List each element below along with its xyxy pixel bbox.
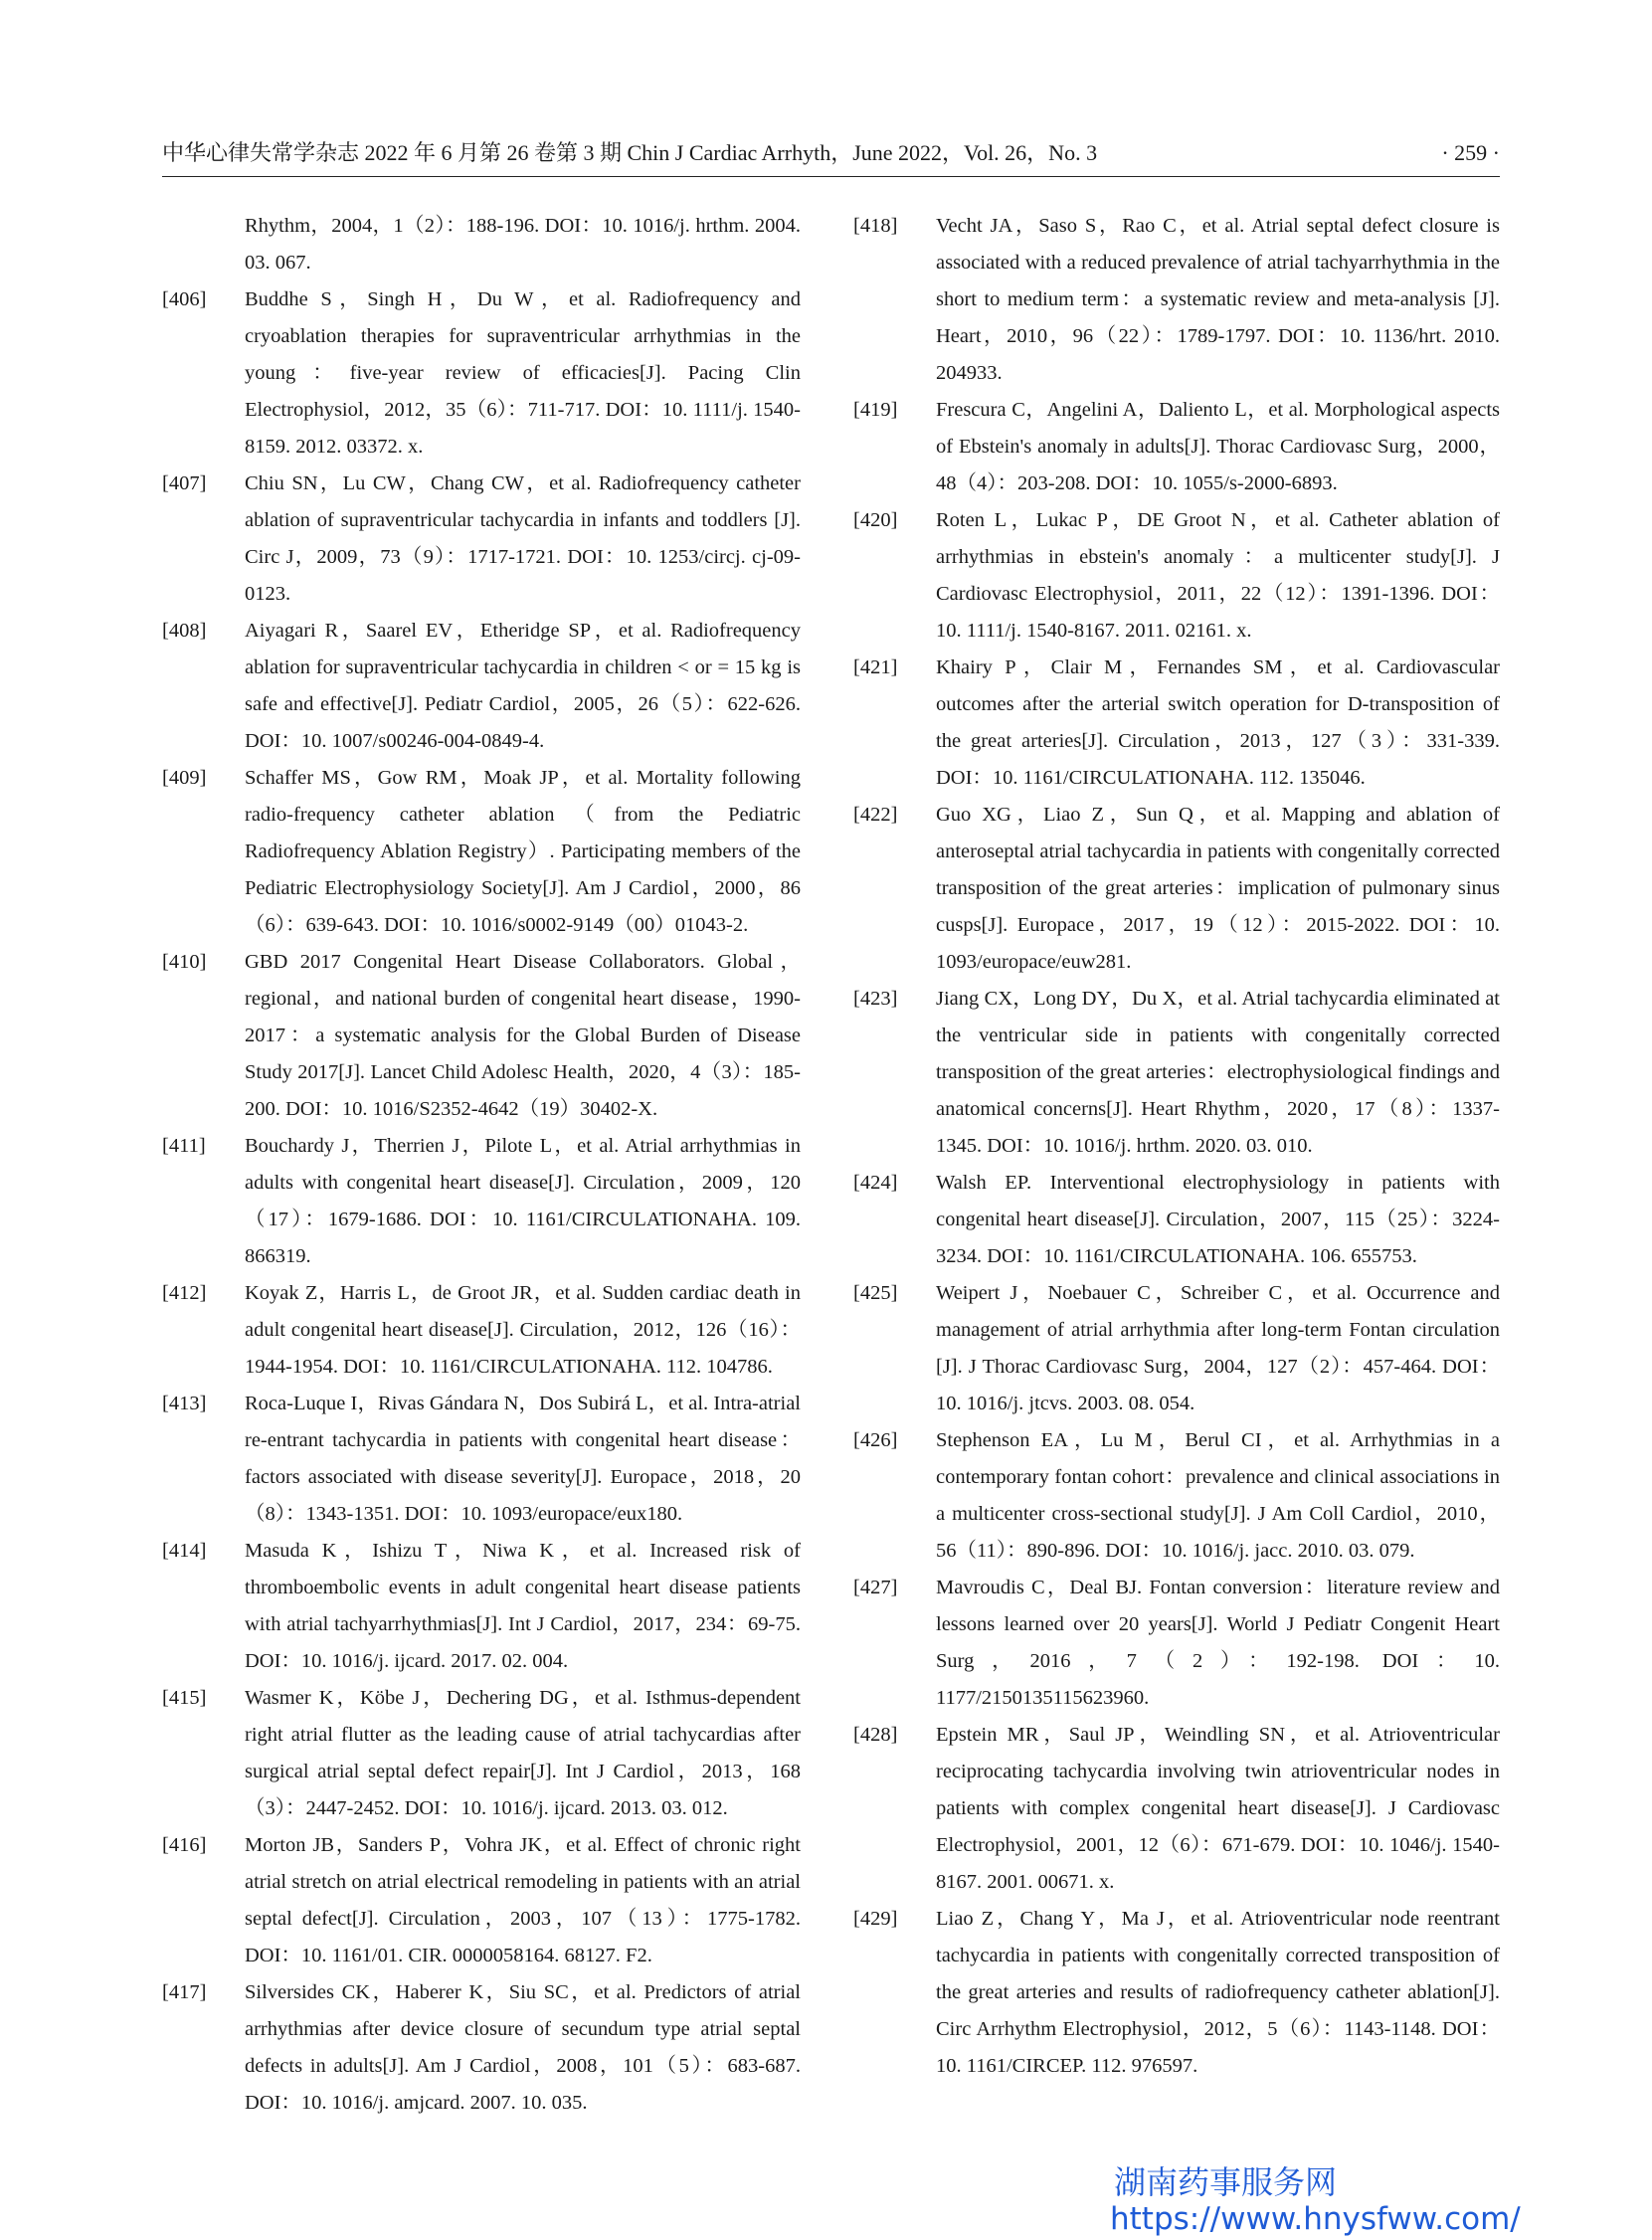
reference-text: Buddhe S，Singh H，Du W，et al. Radiofrequency and cryoablation therapies for supraventricular arrhythmias in the young：five-year review of efficacies[J]. Pacing Clin Electrophysiol，2012，35（6）：711-717. DOI：10. 1111/j. 1540-8159. 2012. 03372. x. — [245, 288, 801, 458]
reference-text: Frescura C，Angelini A，Daliento L，et al. Morphological aspects of Ebstein's anomaly in adults[J]. Thorac Cardiovasc Surg，2000，48（4）：203-208. DOI：10. 1055/s-2000-6893. — [936, 399, 1500, 494]
reference-text: Koyak Z，Harris L，de Groot JR，et al. Sudden cardiac death in adult congenital heart disease[J]. Circulation，2012，126（16）：1944-1954. DOI：10. 1161/CIRCULATIONAHA. 112. 104786. — [245, 1282, 801, 1378]
reference-item — [162, 281, 801, 466]
reference-item — [162, 1680, 801, 1827]
reference-number: [423] — [853, 988, 898, 1010]
reference-item — [853, 650, 1500, 797]
reference-text: Jiang CX，Long DY，Du X，et al. Atrial tachycardia eliminated at the ventricular side in patients with congenitally corrected transposition of the great arteries：electrophysiological findings and anatomical concerns[J]. Heart Rhythm，2020，17（8）：1337-1345. DOI：10. 1016/j. hrthm. 2020. 03. 010. — [936, 988, 1500, 1157]
reference-item — [162, 1827, 801, 1974]
reference-number: [409] — [162, 767, 207, 789]
reference-item — [853, 1901, 1500, 2085]
reference-number: [410] — [162, 951, 207, 973]
reference-text: Khairy P，Clair M，Fernandes SM，et al. Cardiovascular outcomes after the arterial switch operation for D-transposition of the great arteries[J]. Circulation，2013，127（3）：331-339. DOI：10. 1161/CIRCULATIONAHA. 112. 135046. — [936, 656, 1500, 789]
reference-item — [162, 944, 801, 1128]
reference-number: [415] — [162, 1687, 207, 1709]
reference-text: Schaffer MS，Gow RM，Moak JP，et al. Mortality following radio-frequency catheter ablation（from the Pediatric Radiofrequency Ablation Registry）. Participating members of the Pediatric Electrophysiology Society[J]. Am J Cardiol，2000，86（6）：639-643. DOI：10. 1016/s0002-9149（00）01043-2. — [245, 767, 801, 936]
reference-item — [853, 981, 1500, 1165]
reference-text: Aiyagari R，Saarel EV，Etheridge SP，et al. Radiofrequency ablation for supraventricular tachycardia in children < or = 15 kg is safe and effective[J]. Pediatr Cardiol，2005，26（5）：622-626. DOI：10. 1007/s00246-004-0849-4. — [245, 620, 801, 752]
reference-text: Epstein MR，Saul JP，Weindling SN，et al. Atrioventricular reciprocating tachycardia involving twin atrioventricular nodes in patients with complex congenital heart disease[J]. J Cardiovasc Electrophysiol，2001，12（6）：671-679. DOI：10. 1046/j. 1540-8167. 2001. 00671. x. — [936, 1724, 1500, 1893]
reference-item — [853, 1165, 1500, 1275]
reference-item — [162, 1275, 801, 1386]
reference-column-left — [162, 208, 801, 2122]
reference-number: [425] — [853, 1282, 898, 1304]
reference-text: Roten L，Lukac P，DE Groot N，et al. Catheter ablation of arrhythmias in ebstein's anomaly：a multicenter study[J]. J Cardiovasc Electrophysiol，2011，22（12）：1391-1396. DOI：10. 1111/j. 1540-8167. 2011. 02161. x. — [936, 509, 1500, 642]
reference-number: [416] — [162, 1834, 207, 1856]
reference-item — [853, 1717, 1500, 1901]
reference-number: [408] — [162, 620, 207, 642]
running-header — [162, 135, 1500, 171]
reference-item — [162, 466, 801, 613]
reference-item — [853, 502, 1500, 650]
reference-number: [428] — [853, 1724, 898, 1746]
reference-text: Bouchardy J，Therrien J，Pilote L，et al. Atrial arrhythmias in adults with congenital heart disease[J]. Circulation，2009，120（17）：1679-1686. DOI：10. 1161/CIRCULATIONAHA. 109. 866319. — [245, 1135, 801, 1267]
reference-item — [162, 1128, 801, 1275]
reference-number: [412] — [162, 1282, 207, 1304]
watermark-site-name: 湖南药事服务网 — [1114, 2163, 1338, 2201]
reference-text: Masuda K，Ishizu T，Niwa K，et al. Increased risk of thromboembolic events in adult congenital heart disease patients with atrial tachyarrhythmias[J]. Int J Cardiol，2017，234：69-75. DOI：10. 1016/j. ijcard. 2017. 02. 004. — [245, 1540, 801, 1672]
reference-text: Weipert J，Noebauer C，Schreiber C，et al. Occurrence and management of atrial arrhythmia after long-term Fontan circulation [J]. J Thorac Cardiovasc Surg，2004，127（2）：457-464. DOI：10. 1016/j. jtcvs. 2003. 08. 054. — [936, 1282, 1500, 1414]
reference-text: Roca-Luque I，Rivas Gándara N，Dos Subirá L，et al. Intra-atrial re-entrant tachycardia in patients with congenital heart disease：factors associated with disease severity[J]. Europace，2018，20（8）：1343-1351. DOI：10. 1093/europace/eux180. — [245, 1393, 801, 1525]
site-watermark — [1110, 2163, 1532, 2237]
reference-number: [422] — [853, 804, 898, 826]
reference-item — [853, 797, 1500, 981]
reference-text: Silversides CK，Haberer K，Siu SC，et al. Predictors of atrial arrhythmias after device closure of secundum type atrial septal defects in adults[J]. Am J Cardiol，2008，101（5）：683-687. DOI：10. 1016/j. amjcard. 2007. 10. 035. — [245, 1981, 801, 2114]
reference-text: Vecht JA，Saso S，Rao C，et al. Atrial septal defect closure is associated with a reduced prevalence of atrial tachyarrhythmia in the short to medium term：a systematic review and meta-analysis [J]. Heart，2010，96（22）：1789-1797. DOI：10. 1136/hrt. 2010. 204933. — [936, 215, 1500, 384]
reference-item — [162, 1386, 801, 1533]
reference-number: [411] — [162, 1135, 206, 1157]
reference-number: [418] — [853, 215, 898, 237]
reference-item — [162, 613, 801, 760]
reference-column-right — [853, 208, 1500, 2085]
reference-continuation: Rhythm，2004，1（2）：188-196. DOI：10. 1016/j. hrthm. 2004. 03. 067. — [245, 215, 801, 274]
journal-citation-line: 中华心律失常学杂志 2022 年 6 月第 26 卷第 3 期 Chin J Cardiac Arrhyth，June 2022，Vol. 26，No. 3 — [162, 140, 1098, 165]
reference-text: Chiu SN，Lu CW，Chang CW，et al. Radiofrequency catheter ablation of supraventricular tachycardia in infants and toddlers [J]. Circ J，2009，73（9）：1717-1721. DOI：10. 1253/circj. cj-09-0123. — [245, 472, 801, 605]
reference-number: [419] — [853, 399, 898, 421]
reference-number: [407] — [162, 472, 207, 494]
reference-number: [420] — [853, 509, 898, 531]
reference-text: Walsh EP. Interventional electrophysiology in patients with congenital heart disease[J]. Circulation，2007，115（25）：3224-3234. DOI：10. 1161/CIRCULATIONAHA. 106. 655753. — [936, 1172, 1500, 1267]
reference-number: [406] — [162, 288, 207, 310]
reference-text: Stephenson EA，Lu M，Berul CI，et al. Arrhythmias in a contemporary fontan cohort：prevalence and clinical associations in a multicenter cross-sectional study[J]. J Am Coll Cardiol，2010，56（11）：890-896. DOI：10. 1016/j. jacc. 2010. 03. 079. — [936, 1429, 1500, 1562]
reference-text: Liao Z，Chang Y，Ma J，et al. Atrioventricular node reentrant tachycardia in patients with congenitally corrected transposition of the great arteries and results of radiofrequency catheter ablation[J]. Circ Arrhythm Electrophysiol，2012，5（6）：1143-1148. DOI：10. 1161/CIRCEP. 112. 976597. — [936, 1908, 1500, 2077]
reference-text: Mavroudis C，Deal BJ. Fontan conversion：literature review and lessons learned over 20 years[J]. World J Pediatr Congenit Heart Surg，2016，7（2）：192-198. DOI：10. 1177/2150135115623960. — [936, 1577, 1500, 1709]
reference-item — [853, 208, 1500, 392]
reference-number: [429] — [853, 1908, 898, 1930]
page-number: · 259 · — [1441, 140, 1500, 165]
reference-number: [424] — [853, 1172, 898, 1194]
header-rule — [162, 176, 1500, 177]
reference-text: Guo XG，Liao Z，Sun Q，et al. Mapping and ablation of anteroseptal atrial tachycardia in patients with congenitally corrected transposition of the great arteries：implication of pulmonary sinus cusps[J]. Europace，2017，19（12）：2015-2022. DOI：10. 1093/europace/euw281. — [936, 804, 1500, 973]
reference-number: [414] — [162, 1540, 207, 1562]
reference-item — [853, 1422, 1500, 1570]
reference-number: [413] — [162, 1393, 207, 1414]
reference-number: [417] — [162, 1981, 207, 2003]
reference-text: GBD 2017 Congenital Heart Disease Collaborators. Global，regional，and national burden of congenital heart disease，1990-2017：a systematic analysis for the Global Burden of Disease Study 2017[J]. Lancet Child Adolesc Health，2020，4（3）：185-200. DOI：10. 1016/S2352-4642（19）30402-X. — [245, 951, 801, 1120]
reference-text: Morton JB，Sanders P，Vohra JK，et al. Effect of chronic right atrial stretch on atrial electrical remodeling in patients with an atrial septal defect[J]. Circulation，2003，107（13）：1775-1782. DOI：10. 1161/01. CIR. 0000058164. 68127. F2. — [245, 1834, 801, 1966]
reference-item — [853, 392, 1500, 502]
reference-item — [853, 1275, 1500, 1422]
reference-item — [162, 760, 801, 944]
reference-item — [853, 1570, 1500, 1717]
reference-text: Wasmer K，Köbe J，Dechering DG，et al. Isthmus-dependent right atrial flutter as the leading cause of atrial tachycardias after surgical atrial septal defect repair[J]. Int J Cardiol，2013，168（3）：2447-2452. DOI：10. 1016/j. ijcard. 2013. 03. 012. — [245, 1687, 801, 1819]
watermark-url[interactable]: https://www.hnysfww.com/ — [1110, 2201, 1521, 2237]
reference-number: [421] — [853, 656, 898, 678]
reference-item — [162, 1533, 801, 1680]
reference-number: [427] — [853, 1577, 898, 1598]
reference-item — [162, 1974, 801, 2122]
reference-number: [426] — [853, 1429, 898, 1451]
